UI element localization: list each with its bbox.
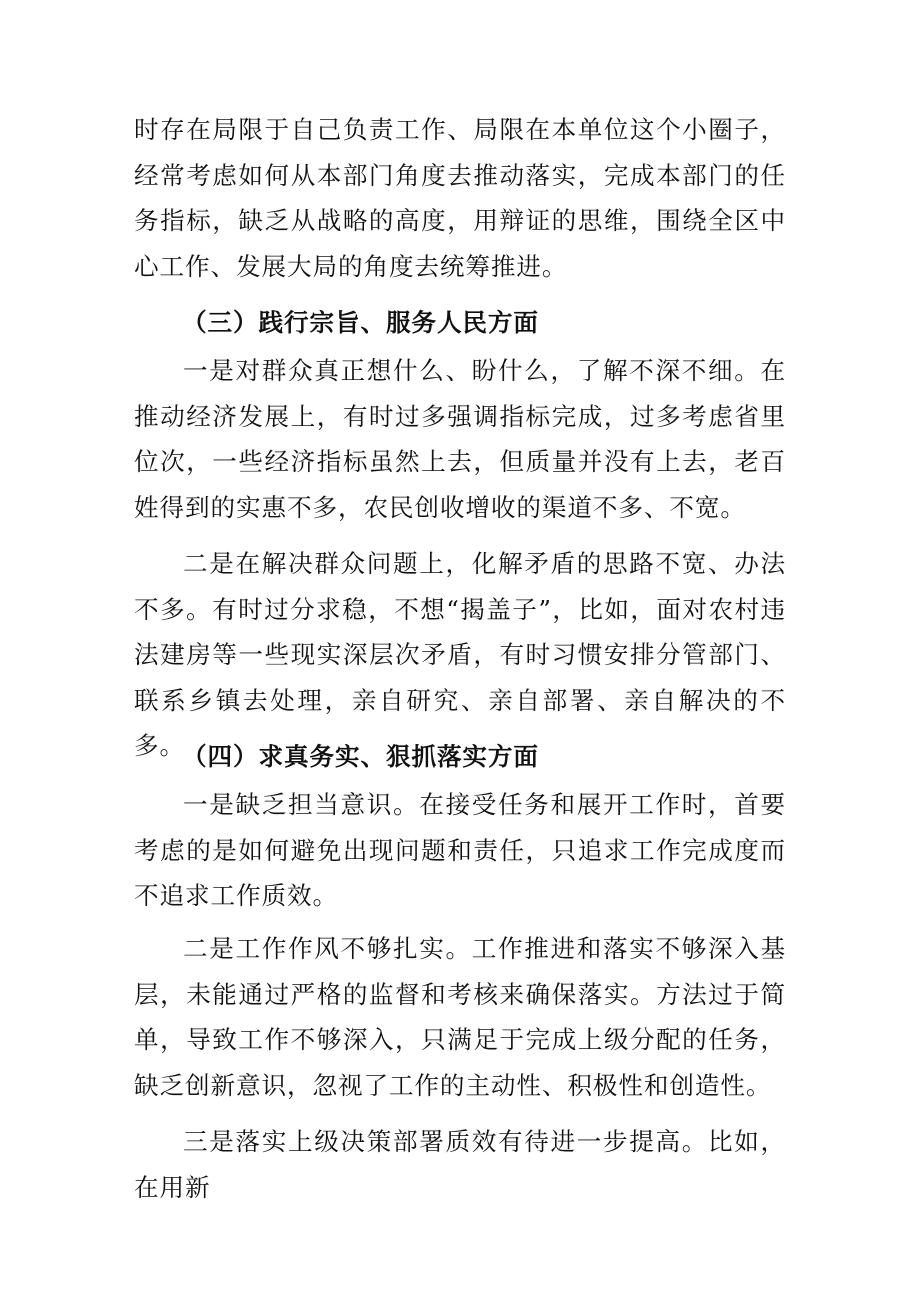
section-four-paragraph-one: 一是缺乏担当意识。在接受任务和展开工作时，首要考虑的是如何避免出现问题和责任，只追求工作完成度而不追求工作质效。 <box>134 790 786 911</box>
section-three-paragraph-two: 二是在解决群众问题上，化解矛盾的思路不宽、办法不多。有时过分求稳，不想“揭盖子”，比如，面对农村违法建房等一些现实深层次矛盾，有时习惯安排分管部门、联系乡镇去处理，亲自研究、亲自部署、亲自解决的不多。 <box>134 549 786 761</box>
continuation-paragraph: 时存在局限于自己负责工作、局限在本单位这个小圈子，经常考虑如何从本部门角度去推动落实，完成本部门的任务指标，缺乏从战略的高度，用辩证的思维，围绕全区中心工作、发展大局的角度去统筹推进。 <box>134 115 786 281</box>
section-four-paragraph-two: 二是工作作风不够扎实。工作推进和落实不够深入基层，未能通过严格的监督和考核来确保落实。方法过于简单，导致工作不够深入，只满足于完成上级分配的任务，缺乏创新意识，忽视了工作的主动性、积极性和创造性。 <box>134 934 786 1100</box>
section-four-paragraph-three: 三是落实上级决策部署质效有待进一步提高。比如，在用新 <box>134 1127 786 1202</box>
section-three-heading: （三）践行宗旨、服务人民方面 <box>182 308 539 337</box>
section-four-heading: （四）求真务实、狠抓落实方面 <box>182 742 539 771</box>
section-three-paragraph-one: 一是对群众真正想什么、盼什么，了解不深不细。在推动经济发展上，有时过多强调指标完成，过多考虑省里位次，一些经济指标虽然上去，但质量并没有上去，老百姓得到的实惠不多，农民创收增收的渠道不多、不宽。 <box>134 356 786 522</box>
